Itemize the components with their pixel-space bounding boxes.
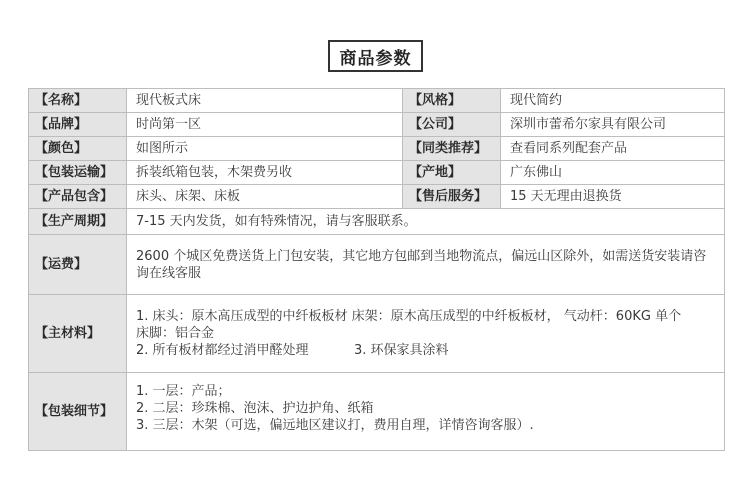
value-packaging — [127, 373, 725, 451]
label-brand: 【品牌】 — [29, 113, 127, 137]
packaging-line-2: 2. 二层：珍珠棉、泡沫、护边护角、纸箱 — [136, 401, 374, 416]
label-production-cycle: 【生产周期】 — [29, 209, 127, 235]
value-style: 现代简约 — [501, 89, 725, 113]
label-related: 【同类推荐】 — [403, 137, 501, 161]
value-after-sales: 15 天无理由退换货 — [501, 185, 725, 209]
spec-row-packing — [29, 161, 725, 185]
spec-row-packaging — [29, 373, 725, 451]
spec-row-color — [29, 137, 725, 161]
value-related-link[interactable]: 查看同系列配套产品 — [501, 137, 725, 161]
spec-row-includes — [29, 185, 725, 209]
value-name: 现代板式床 — [127, 89, 403, 113]
spec-row-brand — [29, 113, 725, 137]
value-color: 如图所示 — [127, 137, 403, 161]
value-origin: 广东佛山 — [501, 161, 725, 185]
value-materials — [127, 295, 725, 373]
value-brand: 时尚第一区 — [127, 113, 403, 137]
label-packing: 【包装运输】 — [29, 161, 127, 185]
section-title: 商品参数 — [328, 40, 423, 72]
spec-row-name — [29, 89, 725, 113]
label-name: 【名称】 — [29, 89, 127, 113]
label-style: 【风格】 — [403, 89, 501, 113]
spec-row-production — [29, 209, 725, 235]
value-shipping: 2600 个城区免费送货上门包安装，其它地方包邮到当地物流点，偏远山区除外，如需送货安装请咨询在线客服 — [127, 235, 725, 295]
label-company: 【公司】 — [403, 113, 501, 137]
packaging-line-3: 3. 三层：木架（可选，偏远地区建议打，费用自理，详情咨询客服）. — [136, 418, 534, 433]
value-packing: 拆装纸箱包装，木架费另收 — [127, 161, 403, 185]
value-production-cycle: 7-15 天内发货，如有特殊情况，请与客服联系。 — [127, 209, 725, 235]
value-includes: 床头、床架、床板 — [127, 185, 403, 209]
materials-line-3: 2. 所有板材都经过消甲醛处理 3. 环保家具涂料 — [136, 343, 449, 358]
packaging-line-1: 1. 一层：产品； — [136, 384, 231, 399]
spec-row-shipping — [29, 235, 725, 295]
materials-line-2: 床脚：铝合金 — [136, 326, 215, 341]
label-origin: 【产地】 — [403, 161, 501, 185]
label-materials: 【主材料】 — [29, 295, 127, 373]
product-spec-table — [28, 88, 725, 451]
label-shipping: 【运费】 — [29, 235, 127, 295]
label-after-sales: 【售后服务】 — [403, 185, 501, 209]
spec-row-materials — [29, 295, 725, 373]
label-includes: 【产品包含】 — [29, 185, 127, 209]
value-company: 深圳市蕾希尔家具有限公司 — [501, 113, 725, 137]
materials-line-1: 1. 床头：原木高压成型的中纤板板材 床架：原木高压成型的中纤板板材， 气动杆：60KG 单个 — [136, 309, 682, 324]
label-color: 【颜色】 — [29, 137, 127, 161]
label-packaging: 【包装细节】 — [29, 373, 127, 451]
